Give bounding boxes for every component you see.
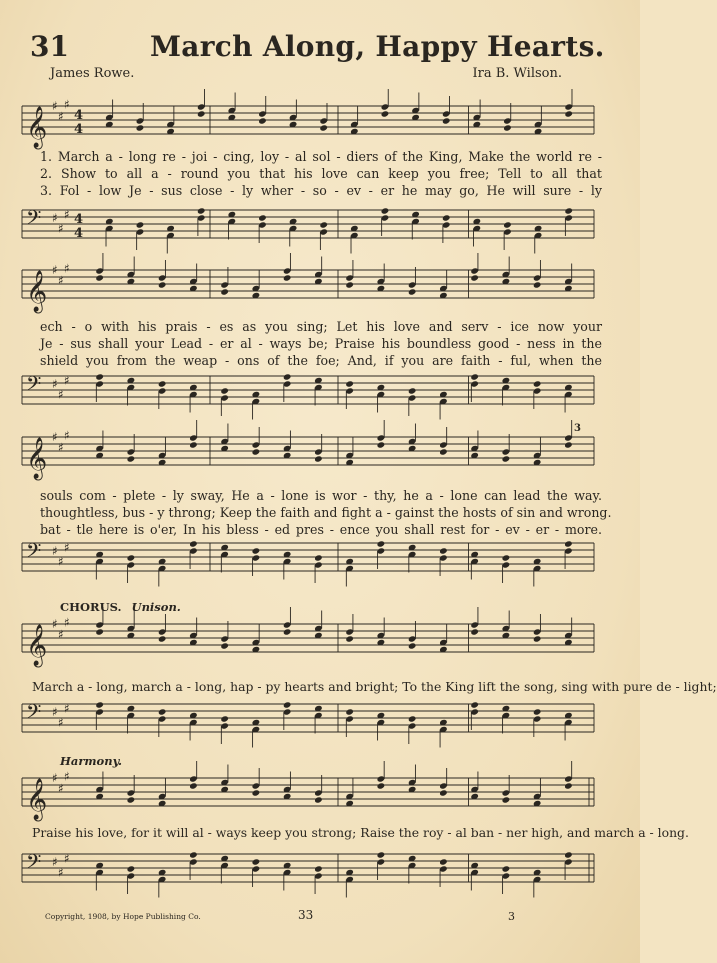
time-signature: 4 xyxy=(74,212,84,227)
hymn-title: March Along, Happy Hearts. xyxy=(150,30,605,63)
lyric-line-verse-1: ech - o with his prais - es as you sing; Let his love and serv - ice now your xyxy=(40,319,602,334)
treble-staff xyxy=(18,614,598,674)
note-head xyxy=(258,214,267,221)
note-head xyxy=(564,110,573,117)
note-head xyxy=(439,789,448,796)
treble-staff xyxy=(18,260,598,320)
note-head xyxy=(136,124,145,131)
harmony-label: Harmony. xyxy=(60,754,122,768)
sharp-icon: ♯ xyxy=(52,705,58,719)
note-head xyxy=(319,124,328,131)
note-head xyxy=(345,708,354,715)
note-head xyxy=(189,441,198,448)
sharp-icon: ♯ xyxy=(64,428,70,443)
verse-lyrics xyxy=(40,487,612,538)
note-head xyxy=(283,628,292,635)
sharp-icon: ♯ xyxy=(58,715,64,730)
sharp-icon: ♯ xyxy=(64,615,70,630)
note-head xyxy=(252,858,261,865)
verse-lyrics xyxy=(40,318,602,369)
lyric-line-verse-2: thoughtless, bus - y throng; Keep the faith and fight a - gainst the hosts of sin and wrong. xyxy=(40,505,612,520)
sharp-icon: ♯ xyxy=(64,851,70,866)
treble-staff xyxy=(18,96,598,156)
triplet-marking: 3 xyxy=(574,423,581,434)
bass-staff xyxy=(18,844,598,904)
note-head xyxy=(377,782,386,789)
lyric-line-chorus-1: March a - long, march a - long, hap - py hearts and bright; To the King lift the song, sing with pure de - light; xyxy=(32,679,717,694)
note-head xyxy=(95,373,104,380)
chorus-title: CHORUS. xyxy=(60,600,122,614)
treble-clef-icon: 𝄞 xyxy=(26,779,48,820)
time-signature: 4 xyxy=(74,122,84,137)
note-head xyxy=(220,715,229,722)
note-head xyxy=(345,281,354,288)
note-head xyxy=(283,274,292,281)
note-head xyxy=(564,782,573,789)
copyright-notice: Copyright, 1908, by Hope Publishing Co. xyxy=(45,912,201,921)
bass-clef-icon: 𝄢 xyxy=(26,850,42,878)
note-head xyxy=(283,373,292,380)
note-head xyxy=(220,387,229,394)
sharp-icon: ♯ xyxy=(58,865,64,880)
sharp-icon: ♯ xyxy=(58,440,64,455)
note-head xyxy=(220,288,229,295)
note-head xyxy=(377,540,386,547)
sharp-icon: ♯ xyxy=(64,769,70,784)
sharp-icon: ♯ xyxy=(52,377,58,391)
note-head xyxy=(252,547,261,554)
note-head xyxy=(189,540,198,547)
note-head xyxy=(95,701,104,708)
note-head xyxy=(283,701,292,708)
lyric-line-verse-2: Je - sus shall your Lead - er al - ways be; Praise his boundless good - ness in the xyxy=(40,336,602,351)
note-head xyxy=(470,373,479,380)
bass-clef-icon: 𝄢 xyxy=(26,539,42,567)
lyric-line-verse-2: 2. Show to all a - round you that his love can keep you free; Tell to all that xyxy=(40,166,602,181)
note-head xyxy=(197,207,206,214)
bass-staff xyxy=(18,366,598,426)
note-head xyxy=(564,540,573,547)
hymn-number: 31 xyxy=(30,30,69,63)
note-head xyxy=(158,281,167,288)
note-head xyxy=(503,124,512,131)
treble-clef-icon: 𝄞 xyxy=(26,271,48,312)
note-head xyxy=(533,281,542,288)
note-head xyxy=(95,628,104,635)
sharp-icon: ♯ xyxy=(58,273,64,288)
page-number: 33 xyxy=(298,908,314,922)
composer-credit: Ira B. Wilson. xyxy=(472,66,562,81)
music-system-2 xyxy=(18,258,602,428)
sharp-icon: ♯ xyxy=(58,627,64,642)
verse-lyrics xyxy=(40,148,602,199)
treble-staff xyxy=(18,427,598,487)
note-head xyxy=(345,380,354,387)
note-head xyxy=(127,865,136,872)
note-head xyxy=(158,708,167,715)
music-system-chorus xyxy=(18,598,717,748)
lyric-line-verse-3: shield you from the weap - ons of the foe; And, if you are faith - ful, when the xyxy=(40,353,602,368)
note-head xyxy=(442,214,451,221)
time-signature: 4 xyxy=(74,108,84,123)
chorus-lyrics xyxy=(32,678,717,695)
note-head xyxy=(439,448,448,455)
note-head xyxy=(197,110,206,117)
treble-clef-icon: 𝄞 xyxy=(26,625,48,666)
note-head xyxy=(564,207,573,214)
sharp-icon: ♯ xyxy=(52,544,58,558)
music-system-1 xyxy=(18,88,602,258)
lyric-line-verse-3: 3. Fol - low Je - sus close - ly wher - so - ev - er he may go, He will sure - ly xyxy=(40,183,602,198)
sharp-icon: ♯ xyxy=(64,373,70,388)
sharp-icon: ♯ xyxy=(64,701,70,716)
note-head xyxy=(533,708,542,715)
note-head xyxy=(470,274,479,281)
note-head xyxy=(377,441,386,448)
note-head xyxy=(408,288,417,295)
note-head xyxy=(158,635,167,642)
note-head xyxy=(502,865,511,872)
sharp-icon: ♯ xyxy=(58,109,64,124)
unison-marking: Unison. xyxy=(131,600,181,614)
lyric-line-verse-3: bat - tle here is o'er, In his bless - ed pres - ence you shall rest for - ev - er - more. xyxy=(40,522,602,537)
sharp-icon: ♯ xyxy=(58,554,64,569)
sharp-icon: ♯ xyxy=(52,617,58,631)
note-head xyxy=(314,455,323,462)
note-head xyxy=(158,380,167,387)
note-head xyxy=(381,110,390,117)
bass-staff xyxy=(18,533,598,593)
note-head xyxy=(439,858,448,865)
note-head xyxy=(319,221,328,228)
sharp-icon: ♯ xyxy=(64,207,70,222)
note-head xyxy=(136,221,145,228)
bass-staff xyxy=(18,200,598,260)
chorus-label xyxy=(60,600,181,614)
note-head xyxy=(381,207,390,214)
note-head xyxy=(377,851,386,858)
note-head xyxy=(533,635,542,642)
lyric-line-chorus-2: Praise his love, for it will al - ways keep you strong; Raise the roy - al ban - ner high, and march a - long. xyxy=(32,825,689,840)
treble-clef-icon: 𝄞 xyxy=(26,107,48,148)
sharp-icon: ♯ xyxy=(52,855,58,869)
signature-mark: 3 xyxy=(508,910,515,923)
lyric-line-verse-1: souls com - plete - ly sway, He a - lone is wor - thy, he a - lone can lead the way. xyxy=(40,488,602,503)
note-head xyxy=(252,789,261,796)
bass-clef-icon: 𝄢 xyxy=(26,372,42,400)
note-head xyxy=(533,380,542,387)
time-signature: 4 xyxy=(74,226,84,241)
lyricist-credit: James Rowe. xyxy=(50,66,135,81)
note-head xyxy=(189,851,198,858)
note-head xyxy=(127,796,136,803)
note-head xyxy=(439,547,448,554)
music-system-harmony xyxy=(18,752,689,912)
note-head xyxy=(314,865,323,872)
note-head xyxy=(345,635,354,642)
sharp-icon: ♯ xyxy=(64,97,70,112)
note-head xyxy=(314,796,323,803)
note-head xyxy=(564,851,573,858)
sharp-icon: ♯ xyxy=(64,540,70,555)
note-head xyxy=(258,117,267,124)
bass-clef-icon: 𝄢 xyxy=(26,206,42,234)
note-head xyxy=(127,554,136,561)
note-head xyxy=(220,642,229,649)
note-head xyxy=(442,117,451,124)
note-head xyxy=(502,455,511,462)
sharp-icon: ♯ xyxy=(52,771,58,785)
sharp-icon: ♯ xyxy=(52,99,58,113)
note-head xyxy=(95,274,104,281)
bass-clef-icon: 𝄢 xyxy=(26,700,42,728)
note-head xyxy=(189,782,198,789)
note-head xyxy=(408,715,417,722)
sharp-icon: ♯ xyxy=(52,263,58,277)
treble-staff xyxy=(18,768,598,828)
note-head xyxy=(252,448,261,455)
music-system-3 xyxy=(18,423,612,595)
note-head xyxy=(564,441,573,448)
note-head xyxy=(470,701,479,708)
note-head xyxy=(470,628,479,635)
lyric-line-verse-1: 1. March a - long re - joi - cing, loy - al sol - diers of the King, Make the world re - xyxy=(40,149,602,164)
sharp-icon: ♯ xyxy=(58,781,64,796)
sharp-icon: ♯ xyxy=(52,430,58,444)
note-head xyxy=(314,554,323,561)
sharp-icon: ♯ xyxy=(58,221,64,236)
bass-staff xyxy=(18,694,598,754)
note-head xyxy=(408,642,417,649)
sharp-icon: ♯ xyxy=(64,261,70,276)
sharp-icon: ♯ xyxy=(58,387,64,402)
note-head xyxy=(502,554,511,561)
note-head xyxy=(127,455,136,462)
treble-clef-icon: 𝄞 xyxy=(26,438,48,479)
sharp-icon: ♯ xyxy=(52,211,58,225)
note-head xyxy=(502,796,511,803)
chorus-lyrics xyxy=(32,824,689,841)
note-head xyxy=(408,387,417,394)
note-head xyxy=(503,221,512,228)
